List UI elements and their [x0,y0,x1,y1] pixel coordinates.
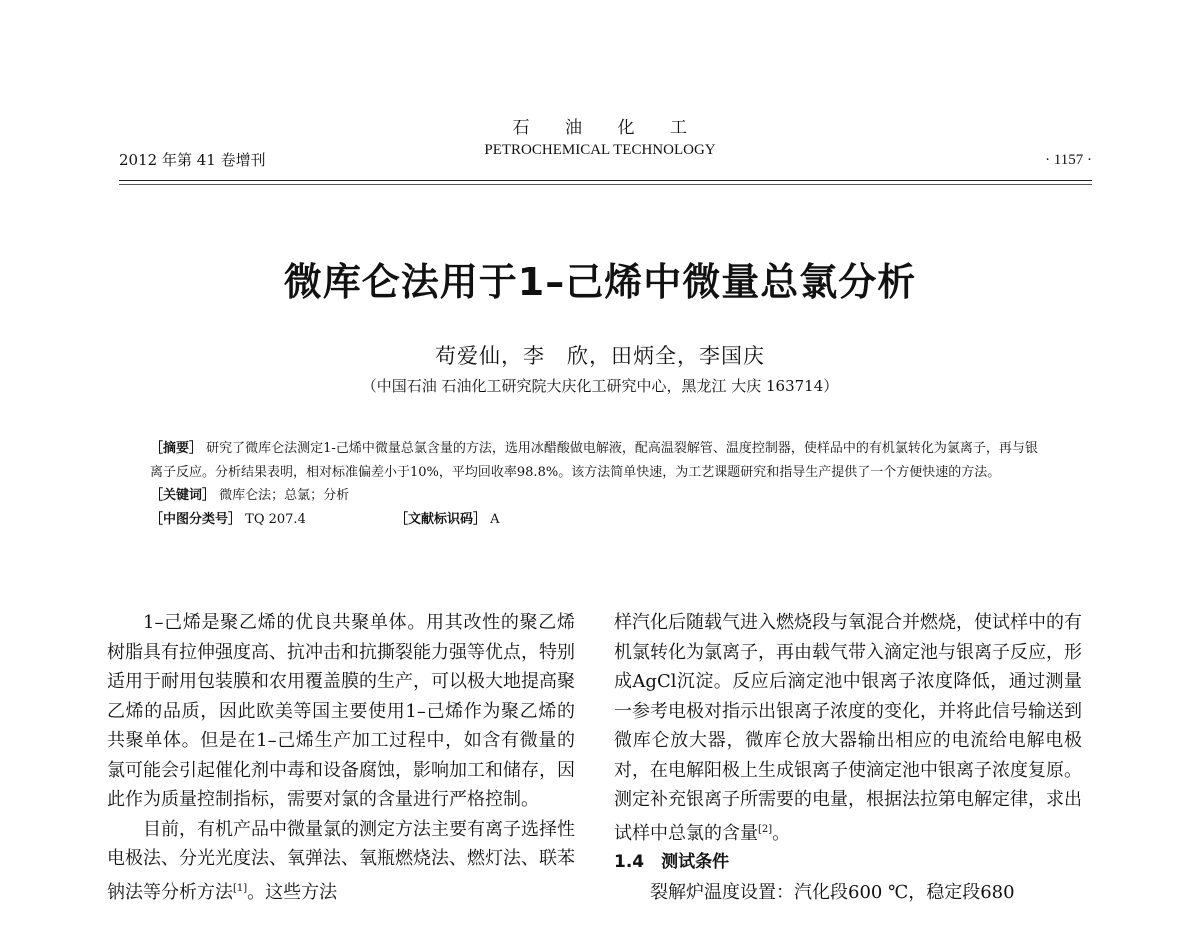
keywords-label: ［关键词］ [150,488,216,503]
citation-ref: [2] [758,823,773,835]
page-number: · 1157 · [1045,152,1092,168]
header-rule [119,180,1092,181]
body-text: 样汽化后随载气进入燃烧段与氧混合并燃烧，使试样中的有机氯转化为氯离子，再由载气带入滴定池与银离子反应，形成AgCl沉淀。反应后滴定池中银离子浓度降低，通过测量一参考电极对指示出银离子浓度的变化，并将此信号输送到微库仑放大器，微库仑放大器输出相应的电流给电解电极对，在电解阳极上生成银离子使滴定池中银离子浓度复原。测定补充银离子所需要的电量，根据法拉第电解定律，求出试样中总氯的含量 [614,612,1082,844]
body-text-tail: 。这些方法 [247,881,338,903]
affiliation: （中国石油 石油化工研究院大庆化工研究中心，黑龙江 大庆 163714） [361,377,839,395]
abstract-text: 研究了微库仑法测定1-己烯中微量总氯含量的方法，选用冰醋酸做电解液，配高温裂解管、温度控制器，使样品中的有机氯转化为氯离子，再与银离子反应。分析结果表明，相对标准偏差小于10%，平均回收率98.8%。该方法简单快速，为工艺课题研究和指导生产提供了一个方便快速的方法。 [150,441,1038,480]
doc-code-value: A [490,511,500,527]
body-text: 目前，有机产品中微量氯的测定方法主要有离子选择性电极法、分光光度法、氧弹法、氧瓶燃烧法、燃灯法、联苯钠法等分析方法 [107,818,575,903]
abstract-block [150,437,1050,531]
body-column-right [614,608,1082,907]
abstract-paragraph [150,437,1050,484]
header-rule-thin [119,184,1092,185]
journal-name-en: PETROCHEMICAL TECHNOLOGY [484,142,716,158]
body-paragraph-principle [614,608,1082,848]
clc-value: TQ 207.4 [245,511,306,527]
keywords-line [150,484,1050,508]
clc-group [150,512,306,527]
citation-ref: [1] [233,882,248,894]
keywords-text: 微库仑法；总氯；分析 [219,488,350,503]
issue-info: 2012 年第 41 卷增刊 [119,151,266,169]
body-text-tail: 。 [772,822,791,844]
section-heading: 1.4 测试条件 [614,852,730,872]
body-paragraph-methods [107,815,575,908]
body-column-left [107,608,575,907]
clc-label: ［中图分类号］ [150,511,242,527]
classification-line [150,508,1050,532]
doc-code-group [395,508,500,532]
body-paragraph-intro: 1–己烯是聚乙烯的优良共聚单体。用其改性的聚乙烯树脂具有拉伸强度高、抗冲击和抗撕裂能力强等优点，特别适用于耐用包装膜和农用覆盖膜的生产，可以极大地提高聚乙烯的品质，因此欧美等国主要使用1–己烯作为聚乙烯的共聚单体。但是在1–己烯生产加工过程中，如含有微量的氯可能会引起催化剂中毒和设备腐蚀，影响加工和储存，因此作为质量控制指标，需要对氯的含量进行严格控制。 [107,612,575,810]
doc-code-label: ［文献标识码］ [395,511,487,527]
journal-name-cn: 石 油 化 工 [512,118,688,138]
author-list: 苟爱仙，李 欣，田炳全，李国庆 [435,344,765,368]
abstract-label: ［摘要］ [150,441,203,456]
article-title: 微库仑法用于1–己烯中微量总氯分析 [283,260,917,304]
body-paragraph-conditions: 裂解炉温度设置：汽化段600 ℃，稳定段680 [650,881,1015,903]
